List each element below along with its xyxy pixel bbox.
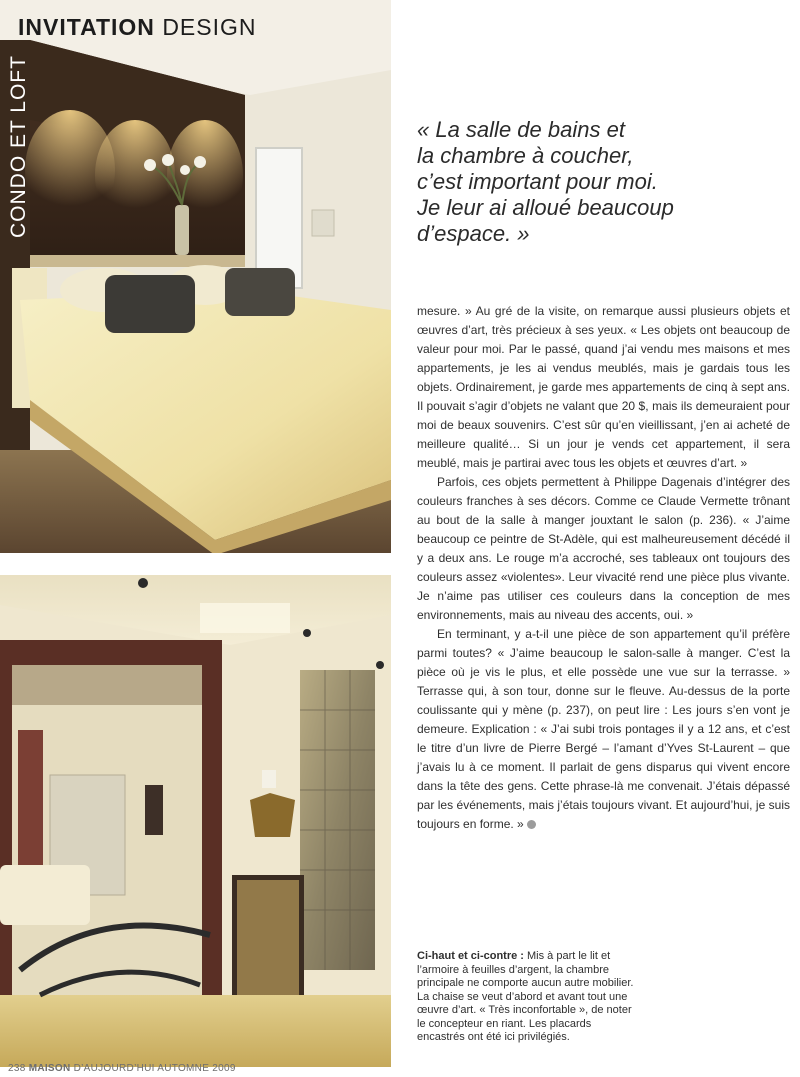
- pull-quote-line: Je leur ai alloué beaucoup: [417, 195, 674, 220]
- bedroom-closet-photo: [0, 575, 391, 1067]
- caption-text: Mis à part le lit et l’armoire à feuilles d’argent, la chambre principale ne comporte aucun autre mobilier. La chaise se veut d’abord et avant tout une œuvre d’art. « Très inconfortable », de noter le concepteur en riant. Les placards encastrés ont été ici privilégiés.: [417, 950, 634, 1043]
- pull-quote: [417, 117, 747, 247]
- magazine-name: MAISON: [28, 1063, 71, 1074]
- caption-lead: Ci-haut et ci-contre :: [417, 950, 524, 962]
- pull-quote-line: « La salle de bains et: [417, 117, 625, 142]
- section-subtitle: DESIGN: [162, 14, 257, 40]
- article-paragraph-last: [417, 625, 790, 834]
- article-paragraph: mesure. » Au gré de la visite, on remarque aussi plusieurs objets et œuvres d’art, très précieux à ses yeux. « Les objets ont beaucoup de valeur pour moi. Par le passé, quand j’ai vendu mes maisons et mes appartements, je les ai vendus meublés, mais je gardais tous les objets. Ordinairement, je garde mes appartements de cinq à sept ans. Il pouvait s’agir d’objets ne valant que 20 $, mais ils demeuraient pour moi de beaux souvenirs. C’est sûr qu’en vieillissant, j’en ai acheté de meilleure qualité… Si un jour je vends cet appartement, il sera meublé, mais je partirai avec tous les objets et œuvres d’art. »: [417, 304, 790, 470]
- pull-quote-line: c’est important pour moi.: [417, 169, 658, 194]
- section-header: [18, 14, 257, 41]
- page-footer: [8, 1063, 236, 1074]
- article-paragraph: Parfois, ces objets permettent à Philippe Dagenais d’intégrer des couleurs franches à ses décors. Comme ce Claude Vermette trônant au bout de la salle à manger jouxtant le salon (p. 236). « J’aime beaucoup ce peintre de St-Adèle, qui est malheureusement décédé il y a deux ans. Le rouge m’a accroché, ses tableaux ont toujours des couleurs assez «violentes». Leur vivacité rend une pièce plus vivante. Je n’aime pas utiliser ces couleurs dans la conception de mes environnements, mais au niveau des accents, oui. »: [417, 475, 790, 622]
- vertical-section-tag: CONDO ET LOFT: [7, 55, 30, 238]
- pull-quote-line: d’espace. »: [417, 221, 530, 246]
- bedroom-photo: [0, 0, 391, 553]
- pull-quote-line: la chambre à coucher,: [417, 143, 634, 168]
- section-title: INVITATION: [18, 14, 155, 40]
- page-number: 238: [8, 1063, 26, 1074]
- bedroom-illustration: [0, 0, 391, 553]
- photo-caption: [417, 950, 642, 1045]
- closet-illustration: [0, 575, 391, 1067]
- article-paragraph-text: En terminant, y a-t-il une pièce de son appartement qu’il préfère parmi toutes? « J’aime beaucoup le salon-salle à manger. C’est la pièce où je vis le plus, et elle possède une vue sur la terrasse. » Terrasse qui, à son tour, donne sur le fleuve. Au-dessus de la porte coulissante qui y mène (p. 237), on peut lire : Les jours s’en vont je demeure. Explication : « J’ai subi trois pontages il y a 12 ans, et c’est le titre d’un livre de Pierre Bergé – l’amant d’Yves St-Laurent – que j’avais lu à ce moment. Il parlait de gens disparus qui vivent encore dans la tête des gens. Cette phrase-là me convenait. J’étais dépassé par les événements, mais j’étais toujours vivant. Et aujourd’hui, je suis toujours en forme. »: [417, 627, 790, 831]
- article-body: [417, 302, 790, 834]
- magazine-issue: D’AUJOURD’HUI AUTOMNE 2009: [73, 1063, 236, 1074]
- end-of-article-icon: [527, 820, 536, 829]
